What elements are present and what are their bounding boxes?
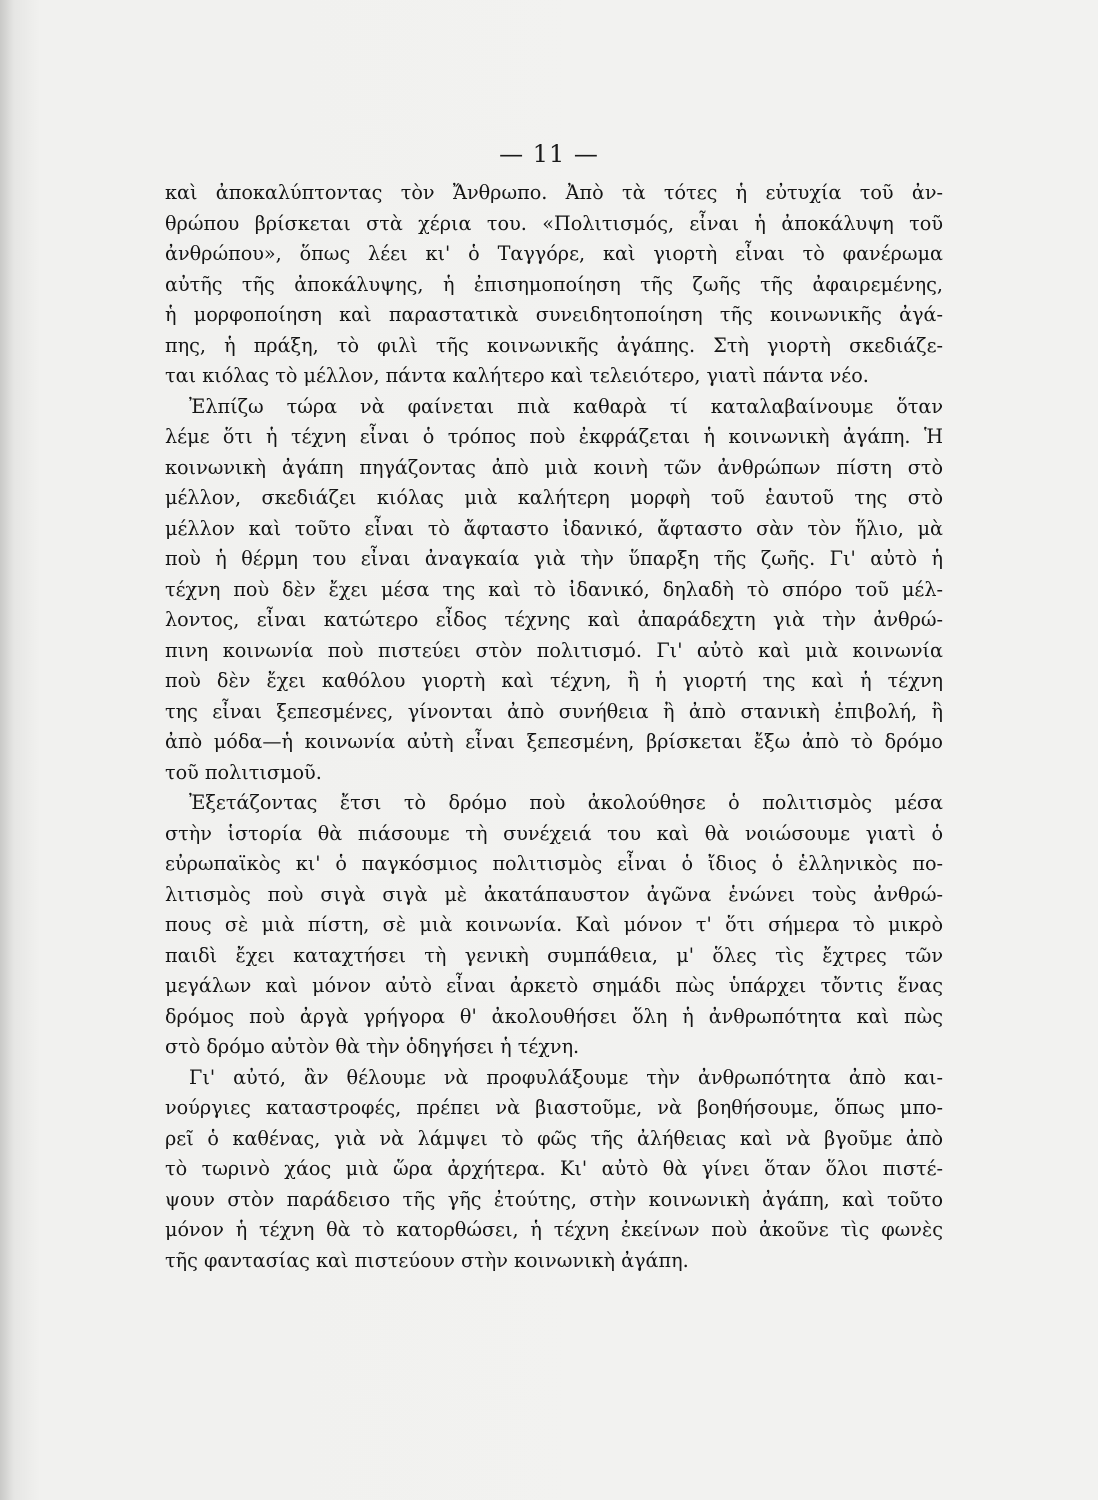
text-line: της εἶναι ξεπεσμένες, γίνονται ἀπὸ συνήθεια ἢ ἀπὸ στανικὴ ἐπιβολή, ἢ: [165, 699, 943, 723]
text-line: τὸ τωρινὸ χάος μιὰ ὥρα ἀρχήτερα. Κι' αὐτὸ θὰ γίνει ὅταν ὅλοι πιστέ-: [165, 1157, 943, 1180]
text-line: μόνον ἡ τέχνη θὰ τὸ κατορθώσει, ἡ τέχνη ἐκείνων ποὺ ἀκοῦνε τὶς φωνὲς: [165, 1218, 943, 1241]
text-line: νούργιες καταστροφές, πρέπει νὰ βιαστοῦμε, νὰ βοηθήσουμε, ὅπως μπο-: [165, 1096, 943, 1119]
text-line: αὐτῆς τῆς ἀποκάλυψης, ἡ ἐπισημοποίηση τῆς ζωῆς τῆς ἀφαιρεμένης,: [165, 272, 943, 296]
text-line: πης, ἡ πράξη, τὸ φιλὶ τῆς κοινωνικῆς ἀγάπης. Στὴ γιορτὴ σκεδιάζε-: [165, 333, 943, 357]
page-number: — 11 —: [499, 140, 599, 168]
text-line: λέμε ὅτι ἡ τέχνη εἶναι ὁ τρόπος ποὺ ἐκφράζεται ἡ κοινωνικὴ ἀγάπη. Ἡ: [165, 425, 943, 448]
text-line: καὶ ἀποκαλύπτοντας τὸν Ἄνθρωπο. Ἀπὸ τὰ τότες ἡ εὐτυχία τοῦ ἀν-: [165, 181, 943, 204]
text-line: Ἐλπίζω τώρα νὰ φαίνεται πιὰ καθαρὰ τί καταλαβαίνουμε ὅταν: [189, 394, 943, 418]
text-line: τοῦ πολιτισμοῦ.: [165, 760, 322, 784]
text-line: θρώπου βρίσκεται στὰ χέρια του. «Πολιτισμός, εἶναι ἡ ἀποκάλυψη τοῦ: [165, 211, 943, 235]
text-line: πους σὲ μιὰ πίστη, σὲ μιὰ κοινωνία. Καὶ μόνον τ' ὅτι σήμερα τὸ μικρὸ: [165, 913, 943, 936]
text-line: ἡ μορφοποίηση καὶ παραστατικὰ συνειδητοποίηση τῆς κοινωνικῆς ἀγά-: [165, 303, 943, 326]
text-line: παιδὶ ἔχει καταχτήσει τὴ γενικὴ συμπάθεια, μ' ὅλες τὶς ἔχτρες τῶν: [165, 943, 943, 967]
text-line: ψουν στὸν παράδεισο τῆς γῆς ἐτούτης, στὴν κοινωνικὴ ἀγάπη, καὶ τοῦτο: [165, 1187, 943, 1211]
text-line: στὸ δρόμο αὐτὸν θὰ τὴν ὁδηγήσει ἡ τέχνη.: [165, 1035, 580, 1058]
text-line: ἀπὸ μόδα—ἡ κοινωνία αὐτὴ εἶναι ξεπεσμένη, βρίσκεται ἔξω ἀπὸ τὸ δρόμο: [165, 730, 943, 753]
text-line: δρόμος ποὺ ἀργὰ γρήγορα θ' ἀκολουθήσει ὅλη ἡ ἀνθρωπότητα καὶ πὼς: [165, 1004, 943, 1028]
body-text: [165, 178, 943, 1276]
text-line: πινη κοινωνία ποὺ πιστεύει στὸν πολιτισμό. Γι' αὐτὸ καὶ μιὰ κοινωνία: [165, 638, 943, 662]
text-line: τέχνη ποὺ δὲν ἔχει μέσα της καὶ τὸ ἰδανικό, δηλαδὴ τὸ σπόρο τοῦ μέλ-: [165, 577, 943, 601]
text-line: λιτισμὸς ποὺ σιγὰ σιγὰ μὲ ἀκατάπαυστον ἀγῶνα ἑνώνει τοὺς ἀνθρώ-: [165, 882, 943, 906]
text-line: μεγάλων καὶ μόνον αὐτὸ εἶναι ἀρκετὸ σημάδι πὼς ὑπάρχει τὄντις ἕνας: [165, 974, 943, 997]
text-line: ρεῖ ὁ καθένας, γιὰ νὰ λάμψει τὸ φῶς τῆς ἀλήθειας καὶ νὰ βγοῦμε ἀπὸ: [165, 1126, 943, 1150]
text-line: μέλλον, σκεδιάζει κιόλας μιὰ καλήτερη μορφὴ τοῦ ἑαυτοῦ της στὸ: [165, 486, 943, 509]
text-line: ποὺ δὲν ἔχει καθόλου γιορτὴ καὶ τέχνη, ἢ ἡ γιορτή της καὶ ἡ τέχνη: [165, 669, 943, 692]
text-line: εὐρωπαϊκὸς κι' ὁ παγκόσμιος πολιτισμὸς εἶναι ὁ ἴδιος ὁ ἑλληνικὸς πο-: [165, 852, 943, 875]
text-line: ἀνθρώπου», ὅπως λέει κι' ὁ Ταγγόρε, καὶ γιορτὴ εἶναι τὸ φανέρωμα: [165, 242, 943, 265]
text-line: μέλλον καὶ τοῦτο εἶναι τὸ ἄφταστο ἰδανικό, ἄφταστο σὰν τὸν ἥλιο, μὰ: [165, 516, 943, 540]
text-line: ποὺ ἡ θέρμη του εἶναι ἀναγκαία γιὰ τὴν ὕπαρξη τῆς ζωῆς. Γι' αὐτὸ ἡ: [165, 547, 943, 570]
text-line: στὴν ἱστορία θὰ πιάσουμε τὴ συνέχειά του καὶ θὰ νοιώσουμε γιατὶ ὁ: [165, 821, 943, 845]
text-line: Ἐξετάζοντας ἔτσι τὸ δρόμο ποὺ ἀκολούθησε ὁ πολιτισμὸς μέσα: [189, 791, 943, 814]
text-line: ται κιόλας τὸ μέλλον, πάντα καλήτερο καὶ τελειότερο, γιατὶ πάντα νέο.: [165, 364, 869, 387]
text-line: κοινωνικὴ ἀγάπη πηγάζοντας ἀπὸ μιὰ κοινὴ τῶν ἀνθρώπων πίστη στὸ: [165, 455, 943, 479]
text-line: λοντος, εἶναι κατώτερο εἶδος τέχνης καὶ ἀπαράδεχτη γιὰ τὴν ἀνθρώ-: [165, 608, 943, 631]
text-line: τῆς φαντασίας καὶ πιστεύουν στὴν κοινωνικὴ ἀγάπη.: [165, 1248, 689, 1272]
text-line: Γι' αὐτό, ἂν θέλουμε νὰ προφυλάξουμε τὴν ἀνθρωπότητα ἀπὸ και-: [189, 1065, 943, 1089]
